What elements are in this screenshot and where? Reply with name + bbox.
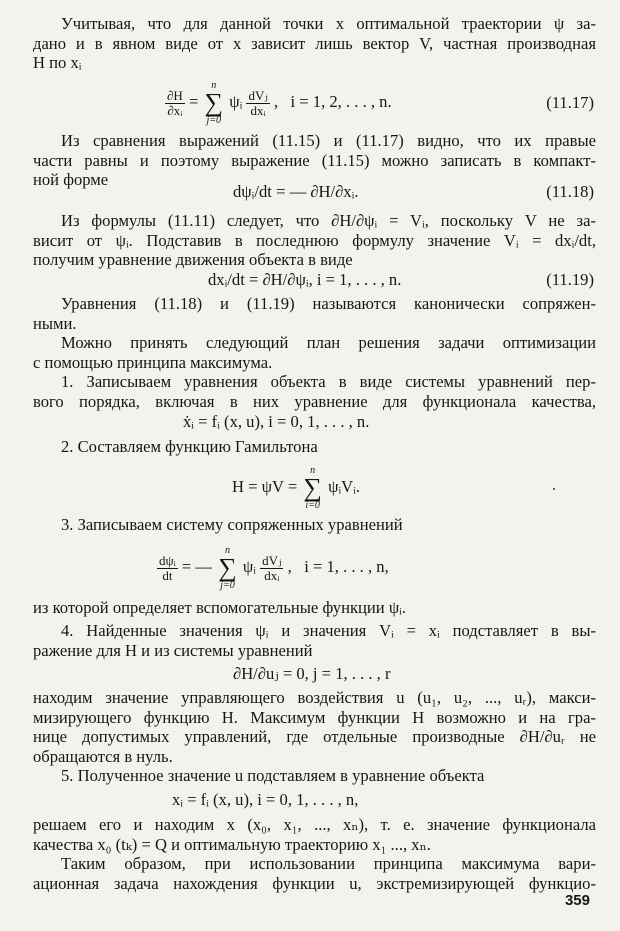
speck: [553, 488, 555, 490]
text-line: 2. Составляем функцию Гамильтона: [61, 437, 318, 456]
text-line: части равны и поэтому выражение (11.15) можно записать в компакт-: [33, 150, 596, 170]
text-line: Можно принять следующий план решения задачи оптимизации: [61, 333, 596, 352]
text-line: 5. Полученное значение u подставляем в уравнение объекта: [61, 766, 485, 785]
paragraph-3: [33, 211, 596, 270]
text-line: нице допустимых управлений, где отдельные производные ∂H/∂uᵣ не: [33, 727, 596, 747]
text-line: ражение для H и из системы уравнений: [33, 640, 313, 660]
equation-11-18: dψᵢ/dt = — ∂H/∂xᵢ.: [233, 182, 359, 201]
text-line: 4. Найденные значения ψᵢ и значения Vᵢ = xᵢ подставляет в вы-: [61, 621, 596, 640]
paragraph-10: [33, 621, 596, 660]
text-line: 1. Записываем уравнения объекта в виде системы уравнений пер-: [61, 372, 596, 391]
text-line: Таким образом, при использовании принципа максимума вари-: [61, 854, 596, 873]
equation-number: (11.17): [546, 93, 594, 112]
text-line: получим уравнение движения объекта в виде: [33, 250, 353, 270]
equation-11-17: $\frac{\partial H}{\text{∂xᵢ}}$ = n ∑ j=0 ψᵢ $\frac{\text{dVⱼ}}{\text{dxᵢ}}$ , i = 1, 2, . . . , n.: [167, 80, 392, 126]
text-line: из которой определяет вспомогательные функции ψᵢ.: [33, 598, 407, 617]
text-line: Уравнения (11.18) и (11.19) называются канонически сопряжен-: [61, 294, 596, 313]
text-line: H по xᵢ: [33, 53, 82, 73]
fraction: $\frac{\partial H}{\text{∂xᵢ}}$: [167, 87, 183, 118]
text-line: мизирующего функцию H. Максимум функции H возможно и на гра-: [33, 707, 596, 727]
text-line: ационная задача нахождения функции u, экстремизирующей функцио-: [33, 873, 596, 893]
sum-symbol: n ∑ j=0: [204, 80, 224, 126]
equation-control: ∂H/∂uⱼ = 0, j = 1, . . . , r: [233, 664, 391, 683]
equation-object: xᵢ = fᵢ (x, u), i = 0, 1, . . . , n,: [172, 790, 359, 809]
sum-symbol: n ∑ j=0: [218, 545, 237, 591]
paragraph-4: [33, 294, 596, 333]
equation-11-19: dxᵢ/dt = ∂H/∂ψᵢ, i = 1, . . . , n.: [208, 270, 402, 289]
paragraph-13: [33, 815, 596, 854]
paragraph-8: [33, 515, 596, 535]
paragraph-5: [33, 333, 596, 372]
fraction: $\frac{\text{dVⱼ}}{\text{dxᵢ}}$: [248, 87, 268, 118]
page-number: 359: [564, 892, 590, 909]
equation-number: (11.18): [546, 182, 594, 201]
paragraph-11: [33, 688, 596, 766]
text-line: Из формулы (11.11) следует, что ∂H/∂ψᵢ = Vᵢ, поскольку V не за-: [61, 211, 596, 230]
text-line: с помощью принципа максимума.: [33, 352, 273, 372]
text-line: дано и в явном виде от x зависит лишь вектор V, частная производная: [33, 33, 596, 53]
paragraph-9: [33, 598, 596, 618]
paragraph-14: [33, 854, 596, 893]
text-line: вого порядка, включая в них уравнение для функционала качества,: [33, 391, 596, 411]
equation-state: ẋᵢ = fᵢ (x, u), i = 0, 1, . . . , n.: [183, 412, 370, 431]
paragraph-1: [33, 14, 596, 73]
paragraph-12: [33, 766, 596, 786]
text-line: ными.: [33, 313, 77, 333]
text-line: находим значение управляющего воздействия u (u₁, u₂, ..., uᵣ), макси-: [33, 688, 596, 707]
fraction: $\frac{\text{dψᵢ}}{dt}$: [159, 552, 176, 583]
paragraph-6: [33, 372, 596, 411]
text-line: Учитывая, что для данной точки x оптимальной траектории ψ за-: [61, 14, 596, 33]
text-line: решаем его и находим x (x₀, x₁, ..., xₙ), т. е. значение функционала: [33, 815, 596, 834]
text-line: ной форме: [33, 170, 109, 190]
text-line: обращаются в нуль.: [33, 746, 173, 766]
text-line: висит от ψᵢ. Подставив в последнюю формулу значение Vᵢ = dxᵢ/dt,: [33, 230, 596, 250]
fraction: $\frac{\text{dVⱼ}}{\text{dxᵢ}}$: [262, 552, 282, 583]
paragraph-2: [33, 131, 596, 190]
text-line: 3. Записываем систему сопряженных уравнений: [61, 515, 403, 534]
sum-symbol: n ∑ i=0: [303, 465, 322, 511]
equation-number: (11.19): [546, 270, 594, 289]
text-line: качества x₀ (tₖ) = Q и оптимальную траекторию x₁ ..., xₙ.: [33, 834, 431, 854]
text-line: Из сравнения выражений (11.15) и (11.17) видно, что их правые: [61, 131, 596, 150]
equation-hamiltonian: H = ψV = n ∑ i=0 ψᵢVᵢ.: [232, 465, 361, 511]
paragraph-7: [33, 437, 596, 457]
equation-adjoint: $\frac{\text{dψᵢ}}{dt}$ = — n ∑ j=0 ψᵢ $\frac{\text{dVⱼ}}{\text{dxᵢ}}$ , i = 1, . . . , n,: [159, 545, 389, 591]
